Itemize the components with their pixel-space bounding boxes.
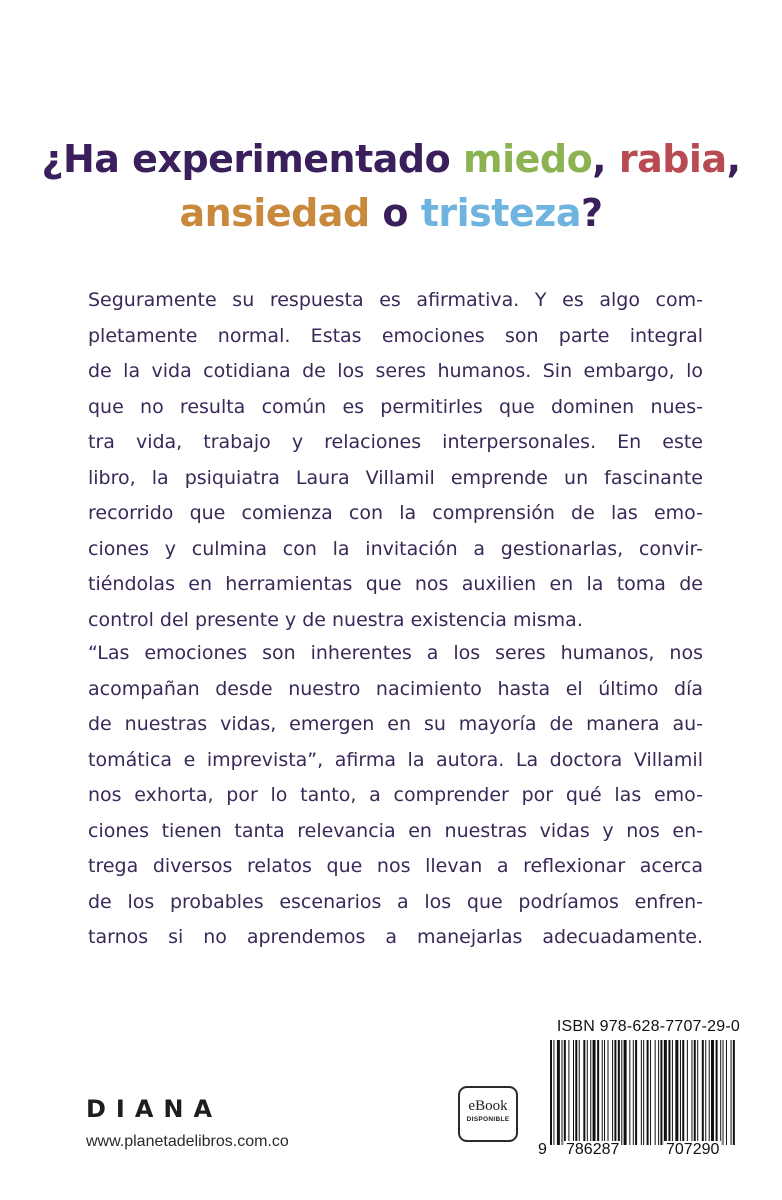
description-paragraph-2	[88, 636, 703, 956]
text-line: ciones y culmina con la invitación a gestionarlas, convir-	[88, 537, 703, 560]
headline-end: ?	[580, 191, 603, 235]
emotion-miedo: miedo	[462, 137, 593, 181]
emotion-tristeza: tristeza	[420, 191, 581, 235]
publisher-logo: DIANA	[86, 1095, 223, 1123]
text-line: tarnos si no aprendemos a manejarlas adecuadamente.	[88, 926, 703, 948]
text-line: tiéndolas en herramientas que nos auxilien en la toma de	[88, 573, 703, 595]
headline-separator: ,	[726, 137, 741, 181]
headline	[40, 132, 742, 240]
barcode-digit-first: 9	[538, 1141, 547, 1158]
ebook-badge-main: eBook	[468, 1098, 508, 1114]
barcode-digits	[536, 1141, 740, 1163]
headline-line-1	[40, 132, 742, 186]
text-line: de nuestras vidas, emergen en su mayoría de manera au-	[88, 713, 703, 735]
barcode-icon	[536, 1040, 740, 1145]
text-line: Seguramente su respuesta es afirmativa. Y es algo com-	[88, 289, 703, 311]
text-line: recorrido que comienza con la comprensión de las emo-	[88, 502, 703, 524]
ebook-badge-sub: DISPONIBLE	[466, 1116, 510, 1123]
text-line: de los probables escenarios a los que podríamos enfren-	[88, 890, 703, 913]
barcode-digits-group-1: 786287	[566, 1141, 620, 1158]
emotion-rabia: rabia	[618, 137, 727, 181]
publisher-url: www.planetadelibros.com.co	[86, 1133, 289, 1150]
text-line: acompañan desde nuestro nacimiento hasta el último día	[88, 677, 703, 700]
text-line: control del presente y de nuestra existencia misma.	[88, 608, 583, 631]
headline-line-2	[40, 186, 742, 240]
text-line: que no resulta común es permitirles que dominen nues-	[88, 395, 703, 418]
text-line: “Las emociones son inherentes a los seres humanos, nos	[88, 642, 703, 664]
text-line: libro, la psiquiatra Laura Villamil emprende un fascinante	[88, 466, 703, 489]
text-line: de la vida cotidiana de los seres humanos. Sin embargo, lo	[88, 360, 703, 382]
barcode-digits-group-2: 707290	[666, 1141, 720, 1158]
text-line: tomática e imprevista”, afirma la autora. La doctora Villamil	[88, 748, 703, 771]
text-line: trega diversos relatos que nos llevan a reflexionar acerca	[88, 855, 703, 877]
text-line: pletamente normal. Estas emociones son parte integral	[88, 324, 703, 347]
emotion-ansiedad: ansiedad	[179, 191, 370, 235]
headline-separator: ,	[592, 137, 619, 181]
ebook-badge	[458, 1086, 518, 1142]
description-paragraph-1	[88, 283, 703, 638]
text-line: tra vida, trabajo y relaciones interpersonales. En este	[88, 431, 703, 453]
text-line: ciones tienen tanta relevancia en nuestras vidas y nos en-	[88, 819, 703, 842]
headline-connector: o	[369, 191, 421, 235]
headline-text: ¿Ha experimentado	[41, 137, 463, 181]
text-line: nos exhorta, por lo tanto, a comprender por qué las emo-	[88, 784, 703, 806]
isbn-label: ISBN 978-628-7707-29-0	[556, 1018, 740, 1035]
